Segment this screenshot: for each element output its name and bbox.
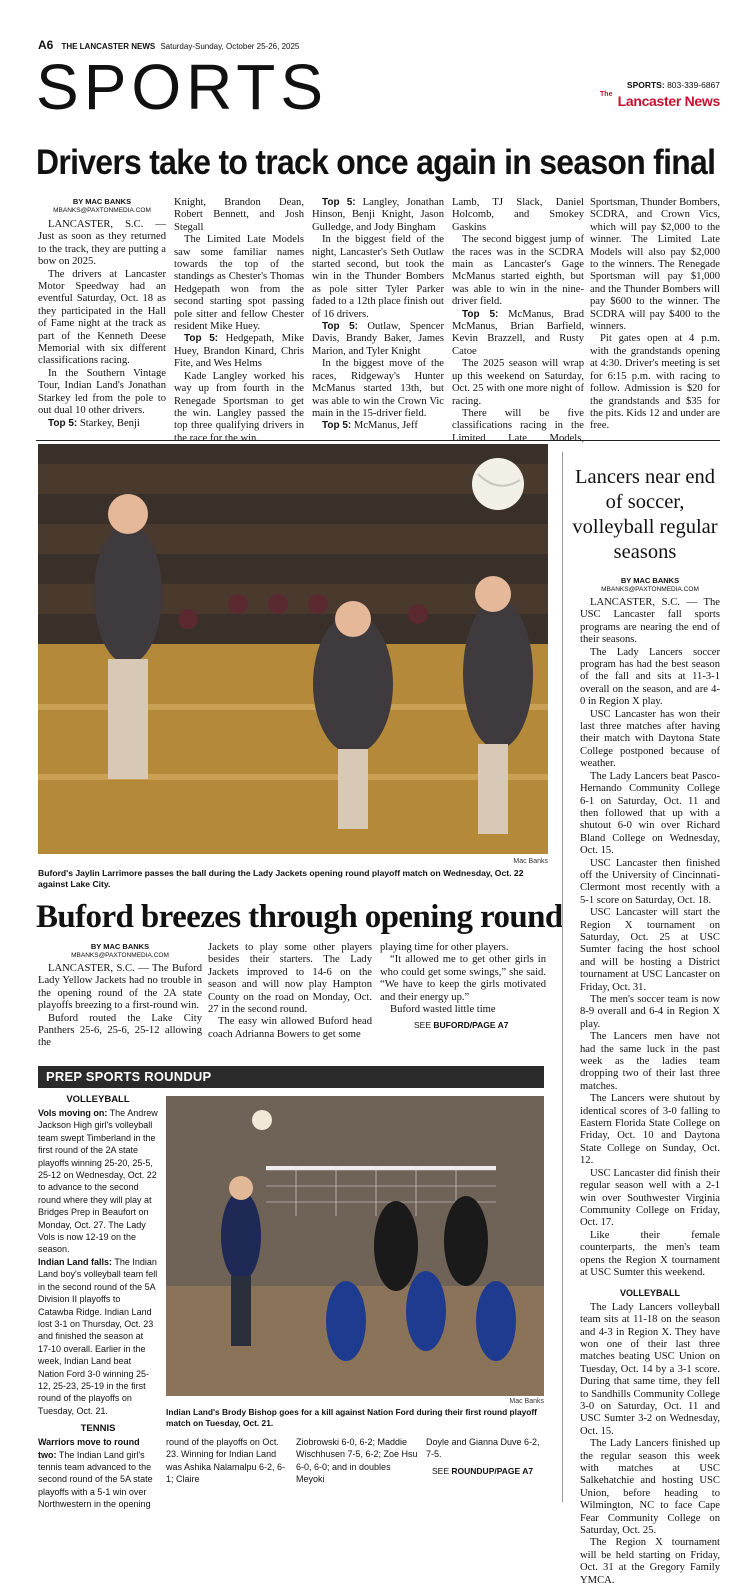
story3-subhead: VOLLEYBALL (620, 1288, 680, 1299)
paragraph: LANCASTER, S.C. — The USC Lancaster fall sports programs are nearing the end of their seasons. (580, 597, 720, 646)
story2-headline: Buford breezes through opening round (36, 899, 563, 935)
paragraph: Lamb, TJ Slack, Daniel Holcomb, and Smokey Gaskins (452, 197, 584, 233)
paragraph: Ziobrowski 6-0, 6-2; Maddie Wischhusen 7-5, 6-2; Zoe Hsu 6-0, 6-0; and in doubles Meyoki (296, 1437, 418, 1485)
paragraph: The Lady Lancers volleyball team sits at 11-18 on the season and 4-3 in Region X. They have won one of their last three matches beating USC Union on Tuesday, Oct. 14 by a 3-1 score. During that same time, they fell to Sandhills Community College 3-0 on Saturday, Oct. 11 and USC Sumter 3-2 on Wednesday, Oct. 15. (580, 1301, 720, 1437)
roundup-banner: PREP SPORTS ROUNDUP (38, 1066, 544, 1088)
boys-volleyball-photo-art (166, 1096, 544, 1396)
paragraph: Top 5: Starkey, Benji (48, 417, 140, 429)
story1-headline: Drivers take to track once again in season final (36, 142, 716, 182)
paragraph: round of the playoffs on Oct. 23. Winning for Indian Land was Ashika Nalamalpu 6-2, 6-1; Claire (166, 1437, 286, 1485)
story3-byline: BY MAC BANKS MBANKS@PAXTONMEDIA.COM (601, 576, 699, 593)
paragraph: Like their female counterparts, the men's team opens the Region X tournament at USC Sumter this weekend. (580, 1229, 720, 1278)
roundup-photo-caption: Indian Land's Brody Bishop goes for a kill against Nation Ford during their first round playoff match on Tuesday, Oct. 21. (166, 1407, 537, 1428)
paragraph: Top 5: Langley, Jonathan Hinson, Benji Knight, Jason Gulledge, and Jody Bingham (312, 197, 444, 233)
paragraph: USC Lancaster did finish their regular season well with a 2-1 win over Southwester Virginia Community College on Friday, Oct. 17. (580, 1167, 720, 1229)
paragraph: The second biggest jump of the races was in the SCDRA main as Lancaster's Gage McManus started eighth, but was able to win in the nine-driver field. (452, 234, 584, 308)
section-title: SPORTS (36, 51, 328, 123)
volleyball-photo-art (38, 444, 548, 854)
paragraph: USC Lancaster has won their last three matches after having their match with Daytona State College postponed because of weather. (580, 708, 720, 770)
paragraph: Doyle and Gianna Duve 6-2, 7-5. (426, 1437, 540, 1460)
photo-credit: Mac Banks (513, 858, 548, 865)
paragraph: The Region X tournament will be held starting on Friday, Oct. 31 at the Gregory Family YMCA. (580, 1537, 720, 1586)
paragraph: USC Lancaster then finished off the University of Cincinnati-Clermont most recently with a 5-1 score on Saturday, Oct. 18. (580, 857, 720, 906)
roundup-bottom-col2 (296, 1436, 420, 1486)
folio: A6 (38, 38, 54, 52)
paragraph: Jackets to play some other players besides their starters. The Lady Jackets improved to 14-6 on the season and will now play Hampton County on the road on Monday, Oct. 27 in the second round. (208, 942, 372, 1016)
roundup-col (38, 1094, 158, 1511)
paragraph: Vols moving on: The Andrew Jackson High girl's volleyball team swept Timberland in the first round of the 2A state playoffs winning 25-20, 25-5, 25-12 on Wednesday, Oct. 22 to advance to the second round where they will play at Bridges Prep in Beaufort on Monday, Oct. 27. The Lady Vols is now 12-19 on the season. (38, 1108, 158, 1255)
paragraph: “It allowed me to get other girls in who could get some swings,” she said. “We have to keep the girls motivated and their energy up.” (380, 954, 546, 1003)
paragraph: USC Lancaster will start the Region X tournament on Saturday, Oct. 25 at USC Sumter facing the host school and will be hosting a District tournament at USC Lancaster on Friday, Oct. 31. (580, 907, 720, 993)
paragraph: playing time for other players. (380, 942, 509, 953)
story1-col5 (590, 197, 720, 433)
story2-col2 (208, 942, 372, 1041)
paragraph: Top 5: Outlaw, Spencer Davis, Brandy Baker, James Marion, and Tyler Knight (312, 321, 444, 357)
story3-headline: Lancers near end of soccer, volleyball regular seasons (572, 466, 718, 563)
paragraph: Kade Langley worked his way up from fourth in the Renegade Sportsman to get the win. Langley passed the top three qualifying drivers in the race for the win. (174, 370, 304, 444)
story1-col4 (452, 197, 584, 458)
paragraph: In the biggest move of the races, Ridgeway's Hunter McManus started 13th, but was able to win the Crown Vic main in the 15-driver field. (312, 358, 444, 419)
paragraph: The Limited Late Models saw some familiar names towards the top of the standings as Chester's Thomas Hedgepath won from the second starting spot passing pole sitter and fellow Chester resident Mike Huey. (174, 234, 304, 333)
story2-col1 (38, 942, 202, 1050)
story1-col1 (38, 197, 166, 430)
paragraph: Sportsman, Thunder Bombers, SCDRA, and Crown Vics, which will pay $2,000 to the winner. The Limited Late Models will also pay $2,000 to the winners. The Renegade Sportsman will pay $1,000 and the Thunder Bombers will pay $600 to the winner. The SCDRA will pay $400 to the winners. (590, 197, 720, 333)
roundup-tennis-head: TENNIS (80, 1423, 116, 1435)
paper-name: THE LANCASTER NEWS (61, 42, 156, 51)
paragraph: Top 5: Hedgepath, Mike Huey, Brandon Kinard, Chris Fite, and Wes Helms (174, 333, 304, 370)
section-contact (627, 80, 720, 90)
paragraph: Warriors move to round two: The Indian Land girl's tennis team advanced to the second round of the 5A state playoffs with a 5-1 win over Northwestern in the opening (38, 1437, 153, 1510)
paragraph: There will be five classifications racing in the Limited Late Models, (452, 407, 584, 444)
phone-number: 803-339-6867 (667, 80, 720, 90)
roundup-vb-head: VOLLEYBALL (66, 1094, 130, 1105)
divider (36, 440, 720, 441)
paragraph: LANCASTER, S.C. — Just as soon as they returned to the track, they are putting a bow on 2025. (38, 219, 166, 268)
paragraph: The drivers at Lancaster Motor Speedway had an eventful Saturday, Oct. 18 as they participated in the Hall of Fame night at the track as part of the Kenneth Deese Memorial with six different classifications racing. (38, 268, 166, 367)
paragraph: Top 5: McManus, Brad McManus, Brian Barfield, Kevin Brazzell, and Rusty Catoe (452, 308, 584, 357)
roundup-bottom-col3 (426, 1436, 546, 1461)
paragraph: Buford routed the Lake City Panthers 25-6, 25-6, 25-12 allowing the (38, 1012, 202, 1049)
paragraph: The 2025 season will wrap up this weekend on Saturday, Oct. 25 with one more night of racing. (452, 358, 584, 407)
photo-caption: Buford's Jaylin Larrimore passes the ball during the Lady Jackets opening round playoff match on Wednesday, Oct. 22 against Lake City. (38, 868, 524, 889)
story1-col2 (174, 197, 304, 445)
paragraph: The Lady Lancers beat Pasco-Hernando Community College 6-1 on Saturday, Oct. 11 and then followed that up with a shutout 6-0 win over Richard Bland College on Wednesday, Oct. 15. (580, 770, 720, 857)
paper-logo: $^{The}$ Lancaster News (600, 91, 720, 109)
issue-date: Saturday-Sunday, October 25-26, 2025 (160, 42, 300, 51)
paragraph: The Lady Lancers finished up the regular season this week with matches at USC Salkehatchie and hosting USC Union, before heading to Wilmington, NC to face Cape Fear Community College on Saturday, Oct. 25. (580, 1438, 720, 1537)
paragraph: Buford wasted little time (390, 1004, 496, 1016)
story1-byline: BY MAC BANKS MBANKS@PAXTONMEDIA.COM (53, 197, 151, 214)
roundup-jump[interactable]: SEE ROUNDUP/PAGE A7 (432, 1466, 534, 1476)
paragraph: LANCASTER, S.C. — The Buford Lady Yellow Jackets had no trouble in the opening round of the 2A state playoffs breezing to a first-round win. (38, 963, 202, 1012)
paragraph: Top 5: McManus, Jeff (322, 420, 418, 432)
paragraph: Indian Land falls: The Indian Land boy's volleyball team fell in the second round of the 5A Division II playoffs to Catawba Ridge. Indian Land lost 3-1 on Thursday, Oct. 23 and finished the season at 17-10 overall. Earlier in the week, Indian Land beat Nation Ford 3-0 winning 25-12, 25-23, 25-19 in the first round of the playoffs on Tuesday, Oct. 21. (38, 1256, 158, 1416)
story3-col (580, 576, 720, 1587)
story2-byline: BY MAC BANKS MBANKS@PAXTONMEDIA.COM (71, 942, 169, 959)
volleyball-photo (38, 444, 548, 854)
story1-col3 (312, 197, 444, 433)
phone-label: SPORTS: (626, 80, 665, 90)
paragraph: In the Southern Vintage Tour, Indian Land's Jonathan Starkey led from the pole to out dual 10 other drivers. (38, 367, 166, 417)
story2-jump[interactable]: SEE BUFORD/PAGE A7 (414, 1020, 509, 1030)
paragraph: The Lady Lancers soccer program has had the best season of the fall and sits at 11-3-1 overall on the season, and are 4-0 in Region X play. (580, 646, 720, 708)
paragraph: Pit gates open at 4 p.m. with the grandstands opening at 4:30. Driver's meeting is set for 6:15 p.m. with racing to follow. Admission is $20 for the grandstands and $35 for the pits. Kids 12 and under are free. (590, 333, 720, 432)
paragraph: Knight, Brandon Dean, Robert Bennett, and Josh Stegall (174, 197, 304, 233)
paragraph: The Lancers men have not had the same luck in the past week as the ladies team dropping two of their last three matches. (580, 1031, 720, 1092)
paragraph: The easy win allowed Buford head coach Adrianna Bowers to get some (208, 1016, 372, 1040)
paragraph: The Lancers were shutout by identical scores of 3-0 falling to Eastern Florida State College on Friday, Oct. 10 and Daytona State College on Sunday, Oct. 12. (580, 1093, 720, 1167)
story2-col3 (380, 942, 546, 1016)
paragraph: The men's soccer team is now 8-9 overall and 6-4 in Region X play. (580, 994, 720, 1030)
boys-volleyball-photo (166, 1096, 544, 1396)
roundup-bottom-col1 (166, 1436, 290, 1486)
paragraph: In the biggest field of the night, Lancaster's Seth Outlaw started second, but took the win in the Thunder Bombers as pole sitter Tyler Parker faded to a 12th place finish out of 16 drivers. (312, 234, 444, 320)
column-rule (562, 452, 563, 1502)
roundup-photo-credit: Mac Banks (509, 1398, 544, 1405)
